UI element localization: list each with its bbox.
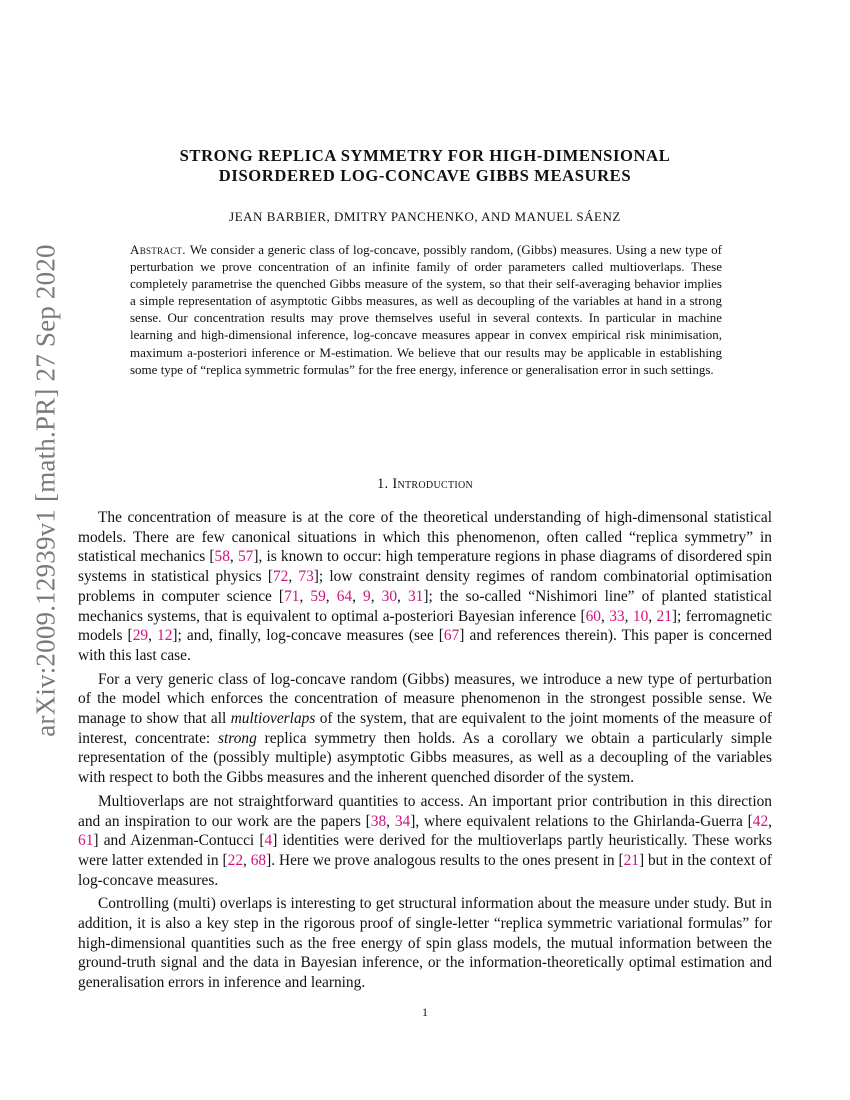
abstract-label: Abstract.: [130, 242, 186, 257]
paragraph-3: Multioverlaps are not straightforward quantities to access. An important prior contribution in this direction and an inspiration to our work are the papers [38, 34], where equivalent relations to the Ghirlanda-Guerra [42, 61] and Aizenman-Contucci [4] identities were derived for the multioverlaps partly heuristically. These works were latter extended in [22, 68]. Here we prove analogous results to the ones present in [21] but in the context of log-concave measures.: [78, 792, 772, 889]
citation-link[interactable]: 9: [363, 587, 371, 605]
citation-link[interactable]: 57: [237, 548, 254, 566]
citation-link[interactable]: 72: [272, 568, 289, 586]
citation-link[interactable]: 59: [310, 587, 326, 605]
citation-link[interactable]: 60: [585, 607, 601, 625]
citation-link[interactable]: 21: [623, 851, 639, 869]
citation-link[interactable]: 38: [370, 812, 387, 830]
abstract-text: We consider a generic class of log-concave, possibly random, (Gibbs) measures. Using a new type of perturbation we prove concentration of an infinite family of order parameters called multioverlaps. These completely parametrise the quenched Gibbs measure of the system, so that their self-averaging behavior implies a simple representation of asymptotic Gibbs measures, as well as decoupling of the variables at hand in a strong sense. Our concentration results may prove themselves useful in several contexts. In particular in machine learning and high-dimensional inference, log-concave measures appear in convex empirical risk minimisation, maximum a-posteriori inference or M-estimation. We believe that our results may be applicable in establishing some type of “replica symmetric formulas” for the free energy, inference or generalisation error in such settings.: [130, 242, 722, 377]
citation-link[interactable]: 71: [284, 587, 300, 605]
title-line-2: DISORDERED LOG-CONCAVE GIBBS MEASURES: [218, 166, 632, 185]
citation-link[interactable]: 22: [227, 851, 244, 869]
citation-link[interactable]: 42: [752, 812, 769, 830]
citation-link[interactable]: 30: [381, 587, 398, 605]
section-title: Introduction: [392, 476, 474, 492]
citation-link[interactable]: 58: [214, 548, 230, 566]
citation-link[interactable]: 33: [609, 607, 625, 625]
citation-link[interactable]: 21: [656, 607, 672, 625]
citation-link[interactable]: 67: [443, 627, 460, 645]
citation-link[interactable]: 10: [632, 607, 649, 625]
arxiv-stamp-text: arXiv:2009.12939v1 [math.PR] 27 Sep 2020: [30, 243, 61, 737]
citation-link[interactable]: 4: [264, 832, 273, 850]
citation-link[interactable]: 61: [78, 832, 94, 850]
section-number: 1.: [376, 476, 389, 492]
abstract: [130, 241, 722, 378]
citation-link[interactable]: 73: [298, 568, 314, 586]
paragraph-2: For a very generic class of log-concave random (Gibbs) measures, we introduce a new type of perturbation of the model which enforces the concentration of measure phenomenon in the strongest possible sense. We manage to show that all multioverlaps of the system, that are equivalent to the joint moments of the measure of interest, concentrate: strong replica symmetry then holds. As a corollary we obtain a particularly simple representation of the (possibly multiple) asymptotic Gibbs measures, as well as a decoupling of the variables with respect to both the Gibbs measures and the inherent quenched disorder of the system.: [78, 670, 772, 787]
body-text: [78, 508, 772, 997]
citation-link[interactable]: 12: [157, 627, 173, 645]
page-number: 1: [422, 1005, 428, 1019]
paper-title: [0, 146, 850, 186]
citation-link[interactable]: 34: [394, 812, 411, 830]
section-heading: [0, 476, 850, 493]
paragraph-4: Controlling (multi) overlaps is interesting to get structural information about the measure under study. But in addition, it is also a key step in the rigorous proof of single-letter “replica symmetric variational formulas” for high-dimensional quantities such as the free energy of spin glass models, the mutual information between the ground-truth signal and the data in Bayesian inference, or the information-theoretically optimal estimation and generalisation errors in inference and learning.: [78, 895, 772, 992]
paragraph-1: The concentration of measure is at the core of the theoretical understanding of high-dimensonal statistical models. There are few canonical situations in which this phenomenon, often called “replica symmetry” in statistical mechanics [58, 57], is known to occur: high temperature regions in phase diagrams of disordered spin systems in statistical physics [72, 73]; low constraint density regimes of random combinatorial optimisation problems in computer science [71, 59, 64, 9, 30, 31]; the so-called “Nishimori line” of planted statistical mechanics systems, that is equivalent to optimal a-posteriori Bayesian inference [60, 33, 10, 21]; ferromagnetic models [29, 12]; and, finally, log-concave measures (see [67] and references therein). This paper is concerned with this last case.: [78, 509, 773, 664]
citation-link[interactable]: 64: [336, 587, 353, 605]
authors: JEAN BARBIER, DMITRY PANCHENKO, AND MANUEL SÁENZ: [229, 209, 621, 224]
citation-link[interactable]: 31: [407, 587, 424, 605]
citation-link[interactable]: 29: [132, 627, 149, 645]
citation-link[interactable]: 68: [250, 851, 267, 869]
title-line-1: STRONG REPLICA SYMMETRY FOR HIGH-DIMENSIONAL: [179, 146, 671, 165]
